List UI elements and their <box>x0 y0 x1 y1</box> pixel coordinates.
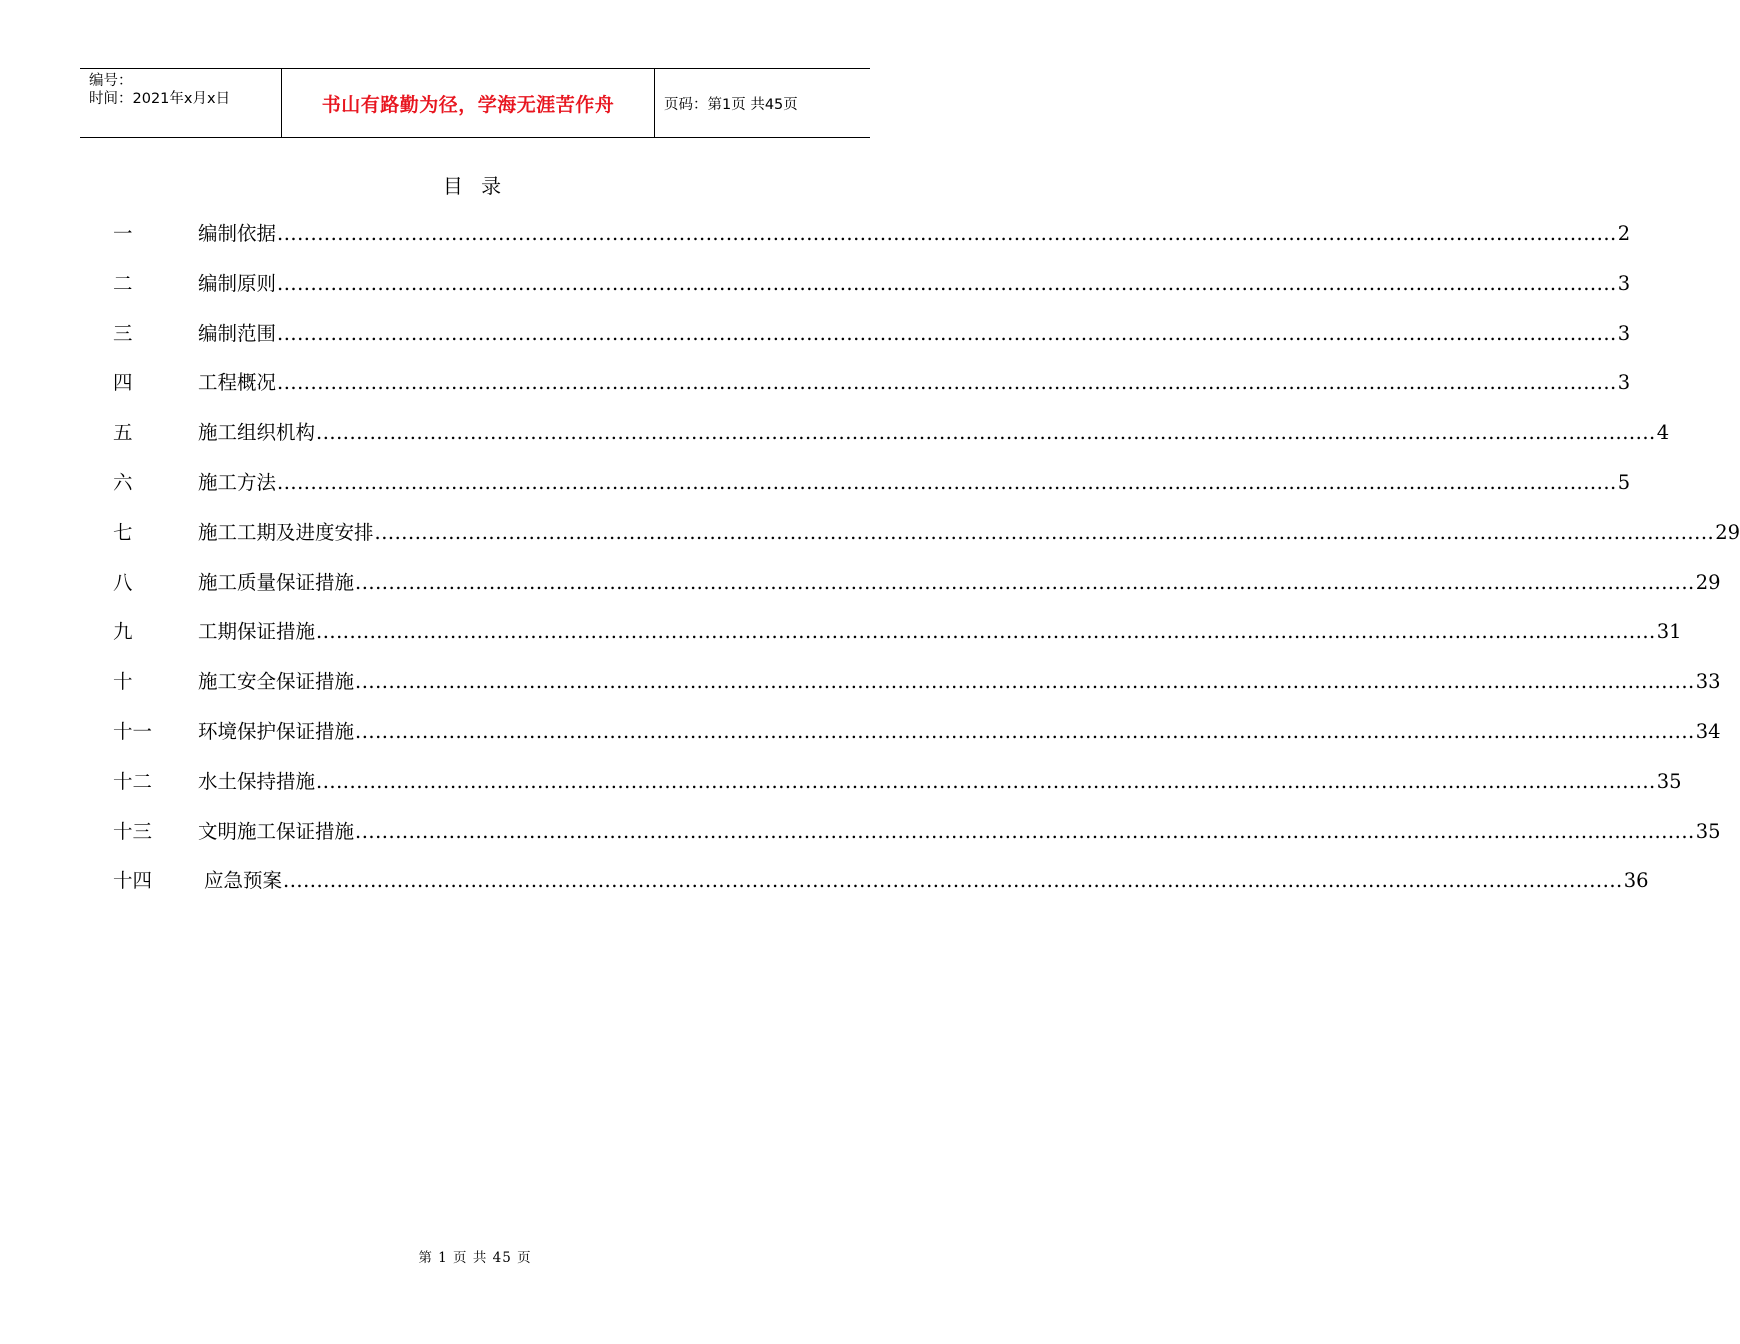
toc-entry[interactable] <box>113 468 1631 518</box>
toc-entry-page: 3 <box>1617 371 1631 395</box>
toc-entry-number: 四 <box>113 371 133 395</box>
toc-entry-label: 环境保护保证措施 <box>198 719 355 743</box>
toc-entry-label: 施工质量保证措施 <box>198 570 355 594</box>
toc-entry-label: 工期保证措施 <box>198 620 316 644</box>
toc-leader-dots: ........................................................................................................................................................................................................ <box>277 222 1617 245</box>
toc-entry-label: 施工工期及进度安排 <box>198 520 374 544</box>
toc-leader-dots: ........................................................................................................................................................................................................ <box>283 869 1623 893</box>
toc-entry-page: 4 <box>1656 421 1670 445</box>
toc-entry-number: 十四 <box>113 869 153 893</box>
toc-leader-dots: ........................................................................................................................................................................................................ <box>316 769 1656 793</box>
toc-entry[interactable] <box>113 368 1631 418</box>
toc-entry-label: 编制依据 <box>198 222 277 245</box>
toc-leader-dots: ........................................................................................................................................................................................................ <box>355 819 1695 843</box>
toc-entry-number: 十一 <box>113 719 153 743</box>
toc-entry-label: 施工方法 <box>198 470 277 494</box>
table-of-contents <box>113 219 1740 916</box>
toc-leader-dots: ........................................................................................................................................................................................................ <box>374 520 1715 544</box>
toc-entry-number: 七 <box>113 520 133 544</box>
toc-entry-number: 五 <box>113 421 133 445</box>
toc-leader-dots: ........................................................................................................................................................................................................ <box>355 570 1695 594</box>
toc-entry-number: 十 <box>113 670 133 694</box>
toc-entry-page: 34 <box>1695 719 1721 743</box>
toc-entry-number: 九 <box>113 620 133 644</box>
toc-entry-page: 3 <box>1617 321 1631 345</box>
toc-leader-dots: ........................................................................................................................................................................................................ <box>355 719 1695 743</box>
toc-entry[interactable] <box>113 717 1721 767</box>
toc-entry-number: 六 <box>113 470 133 494</box>
toc-entry-page: 5 <box>1617 470 1631 494</box>
toc-entry-page: 29 <box>1715 520 1740 544</box>
toc-entry-page: 2 <box>1617 222 1631 245</box>
toc-entry-page: 36 <box>1623 869 1649 893</box>
toc-leader-dots: ........................................................................................................................................................................................................ <box>277 321 1617 345</box>
toc-entry-label: 施工组织机构 <box>198 421 316 445</box>
toc-entry-page: 29 <box>1695 570 1721 594</box>
toc-entry[interactable] <box>113 866 1649 916</box>
toc-entry[interactable] <box>113 817 1721 867</box>
toc-entry-number: 三 <box>113 321 133 345</box>
toc-entry-number: 十三 <box>113 819 153 843</box>
toc-leader-dots: ........................................................................................................................................................................................................ <box>277 470 1617 494</box>
toc-entry-page: 35 <box>1695 819 1721 843</box>
toc-entry-number: 二 <box>113 271 133 295</box>
toc-entry-label: 文明施工保证措施 <box>198 819 355 843</box>
document-time-label: 时间：2021年x月x日 <box>89 91 231 107</box>
toc-entry-number: 一 <box>113 222 133 245</box>
toc-entry-label: 应急预案 <box>204 869 283 893</box>
toc-title: 目 录 <box>442 174 508 198</box>
toc-entry-page: 31 <box>1656 620 1682 644</box>
toc-entry[interactable] <box>113 767 1682 817</box>
header-meta <box>80 69 282 137</box>
toc-entry-page: 33 <box>1695 670 1721 694</box>
toc-entry[interactable] <box>113 568 1721 618</box>
toc-entry-label: 编制范围 <box>198 321 277 345</box>
toc-entry[interactable] <box>113 269 1631 319</box>
toc-leader-dots: ........................................................................................................................................................................................................ <box>355 670 1695 694</box>
toc-entry-label: 施工安全保证措施 <box>198 670 355 694</box>
header-page-info: 页码：第1页 共45页 <box>664 96 798 113</box>
toc-entry-number: 八 <box>113 570 133 594</box>
page-footer: 第 1 页 共 45 页 <box>418 1250 532 1266</box>
toc-entry[interactable] <box>113 319 1631 369</box>
toc-entry-page: 35 <box>1656 769 1682 793</box>
toc-leader-dots: ........................................................................................................................................................................................................ <box>316 620 1656 644</box>
toc-entry[interactable] <box>113 667 1721 717</box>
header-motto: 书山有路勤为径，学海无涯苦作舟 <box>282 69 655 137</box>
toc-entry[interactable] <box>113 518 1740 568</box>
toc-entry-label: 编制原则 <box>198 271 277 295</box>
toc-leader-dots: ........................................................................................................................................................................................................ <box>277 271 1617 295</box>
toc-leader-dots: ........................................................................................................................................................................................................ <box>277 371 1617 395</box>
toc-entry[interactable] <box>113 617 1682 667</box>
page-header <box>80 68 870 138</box>
toc-entry-label: 水土保持措施 <box>198 769 316 793</box>
toc-entry[interactable] <box>113 219 1631 269</box>
document-number-label: 编号： <box>89 73 133 89</box>
toc-entry-label: 工程概况 <box>198 371 277 395</box>
toc-entry-page: 3 <box>1617 271 1631 295</box>
toc-entry-number: 十二 <box>113 769 153 793</box>
toc-entry[interactable] <box>113 418 1670 468</box>
toc-leader-dots: ........................................................................................................................................................................................................ <box>316 421 1656 445</box>
